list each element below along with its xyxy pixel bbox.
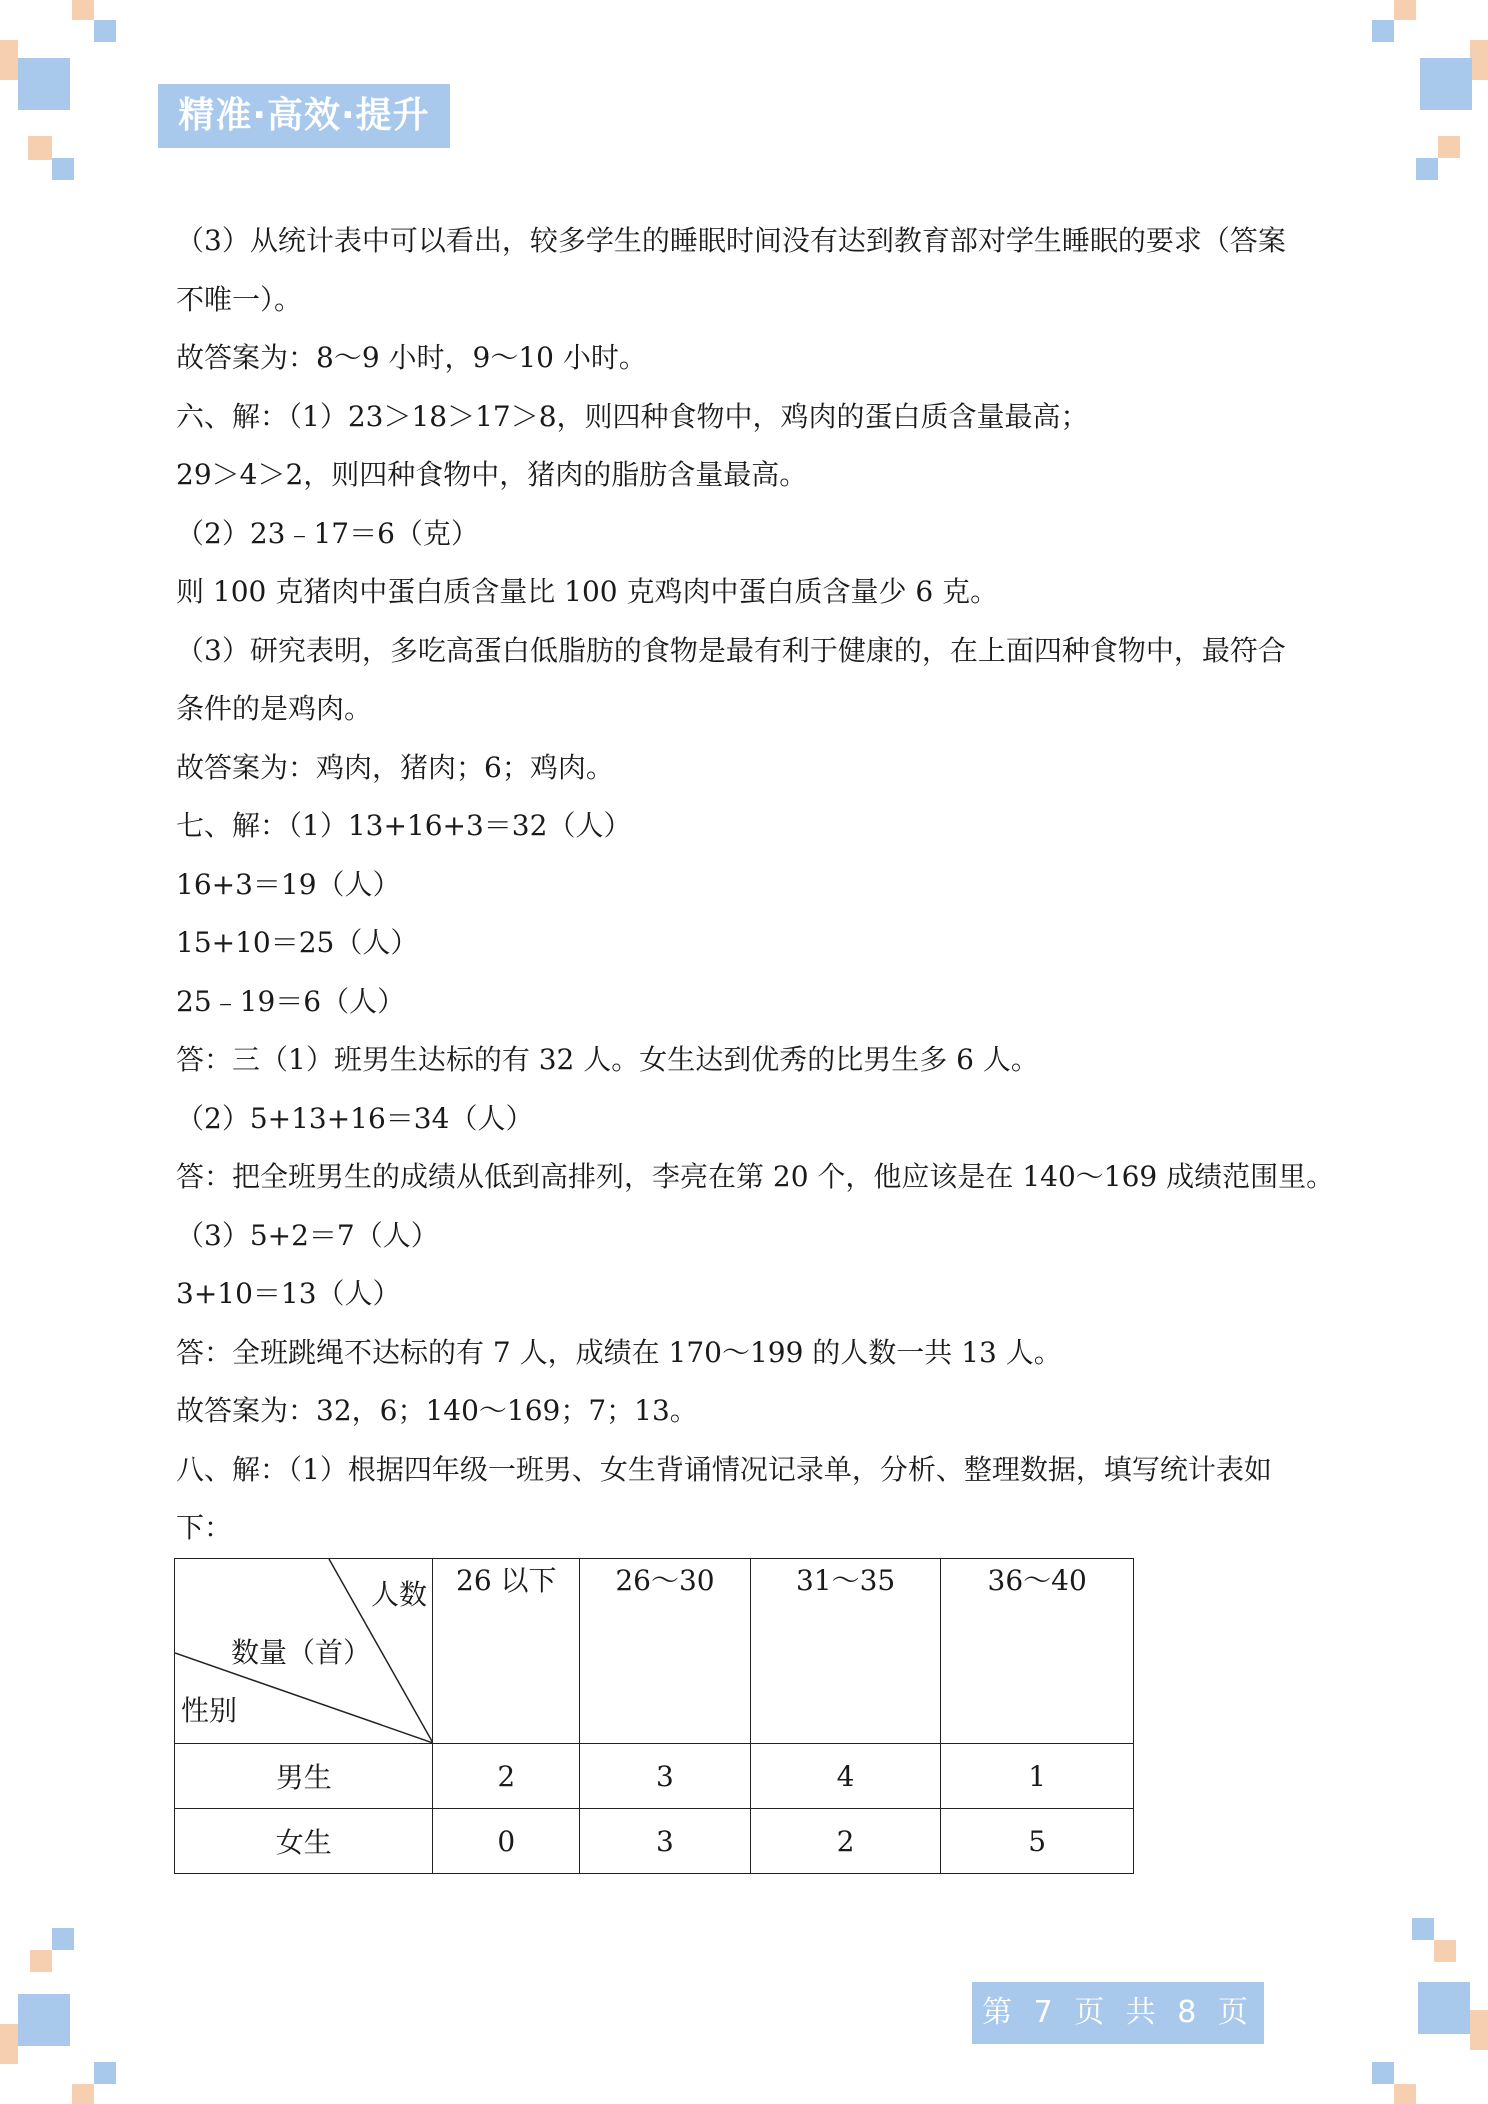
decor-square — [72, 2084, 94, 2104]
table-row — [175, 1744, 1134, 1809]
statistics-table — [174, 1558, 1134, 1874]
decor-square — [1438, 136, 1460, 158]
text-line: 六、解：（1）23＞18＞17＞8，则四种食物中，鸡肉的蛋白质含量最高； — [176, 399, 1089, 433]
text-line: 答：全班跳绳不达标的有 7 人，成绩在 170～199 的人数一共 13 人。 — [176, 1335, 1062, 1369]
decor-square — [52, 1928, 74, 1950]
table-cell: 3 — [580, 1809, 751, 1874]
row-label: 女生 — [175, 1809, 433, 1874]
decor-square — [1470, 2010, 1488, 2050]
decor-square — [1420, 58, 1472, 110]
column-header: 26～30 — [580, 1559, 751, 1744]
text-line: 29＞4＞2，则四种食物中，猪肉的脂肪含量最高。 — [176, 458, 808, 491]
text-line: 答：三（1）班男生达标的有 32 人。女生达到优秀的比男生多 6 人。 — [176, 1043, 1039, 1076]
decor-square — [1418, 1982, 1470, 2034]
text-line: 15+10＝25（人） — [176, 926, 419, 959]
decor-square — [52, 158, 74, 180]
decor-square — [1394, 0, 1416, 20]
text-line: （3）研究表明，多吃高蛋白低脂肪的食物是最有利于健康的，在上面四种食物中，最符合 — [176, 633, 1286, 667]
decor-square — [94, 20, 116, 42]
table-cell: 5 — [941, 1809, 1134, 1874]
decor-square — [0, 40, 18, 80]
text-line: 3+10＝13（人） — [176, 1277, 401, 1310]
table-cell: 4 — [750, 1744, 941, 1809]
text-line: 答：把全班男生的成绩从低到高排列，李亮在第 20 个，他应该是在 140～169 成绩范围里。 — [176, 1160, 1335, 1193]
decor-square — [72, 0, 94, 20]
header-badge: 精准·高效·提升 — [158, 84, 450, 148]
decor-square — [28, 136, 52, 160]
text-line: （2）5+13+16＝34（人） — [176, 1101, 534, 1135]
text-line: 故答案为：8～9 小时，9～10 小时。 — [176, 341, 647, 374]
column-header: 31～35 — [750, 1559, 941, 1744]
column-header: 36～40 — [941, 1559, 1134, 1744]
table-row — [175, 1809, 1134, 1874]
text-line: 不唯一）。 — [176, 282, 303, 316]
decor-square — [1434, 1940, 1456, 1962]
text-line: （2）23﹣17＝6（克） — [176, 516, 479, 550]
text-line: 下： — [176, 1511, 233, 1544]
decor-square — [1394, 2084, 1416, 2104]
page-body — [176, 212, 1356, 1558]
table-cell: 2 — [750, 1809, 941, 1874]
table-cell: 0 — [433, 1809, 580, 1874]
decor-square — [1372, 2062, 1394, 2084]
corner-label-bottom: 性别 — [181, 1694, 238, 1727]
table-cell: 3 — [580, 1744, 751, 1809]
text-line: 七、解：（1）13+16+3＝32（人） — [176, 809, 632, 842]
diagonal-header-cell — [175, 1559, 433, 1744]
corner-label-top: 人数 — [371, 1578, 428, 1611]
text-line: （3）从统计表中可以看出，较多学生的睡眠时间没有达到教育部对学生睡眠的要求（答案 — [176, 224, 1286, 257]
text-line: 条件的是鸡肉。 — [176, 692, 373, 725]
text-line: 八、解：（1）根据四年级一班男、女生背诵情况记录单，分析、整理数据，填写统计表如 — [176, 1452, 1272, 1486]
text-line: 故答案为：鸡肉，猪肉；6；鸡肉。 — [176, 750, 614, 784]
table-header-row — [175, 1559, 1134, 1744]
decor-square — [1416, 158, 1438, 180]
decor-square — [1372, 20, 1394, 42]
decor-square — [18, 1994, 70, 2046]
decor-square — [1470, 40, 1488, 80]
text-line: 25﹣19＝6（人） — [176, 984, 406, 1018]
row-label: 男生 — [175, 1744, 433, 1809]
text-line: （3）5+2＝7（人） — [176, 1218, 439, 1252]
decor-square — [1412, 1918, 1434, 1940]
decor-square — [0, 2024, 18, 2064]
table-cell: 2 — [433, 1744, 580, 1809]
corner-label-middle: 数量（首） — [231, 1636, 372, 1669]
page-number-badge: 第 7 页 共 8 页 — [972, 1982, 1264, 2044]
text-line: 16+3＝19（人） — [176, 867, 401, 901]
decor-square — [30, 1950, 52, 1972]
decor-square — [18, 58, 70, 110]
text-line: 则 100 克猪肉中蛋白质含量比 100 克鸡肉中蛋白质含量少 6 克。 — [176, 575, 999, 608]
column-header: 26 以下 — [433, 1559, 580, 1744]
decor-square — [94, 2062, 116, 2084]
table-cell: 1 — [941, 1744, 1134, 1809]
text-line: 故答案为：32，6；140～169；7；13。 — [176, 1394, 698, 1427]
